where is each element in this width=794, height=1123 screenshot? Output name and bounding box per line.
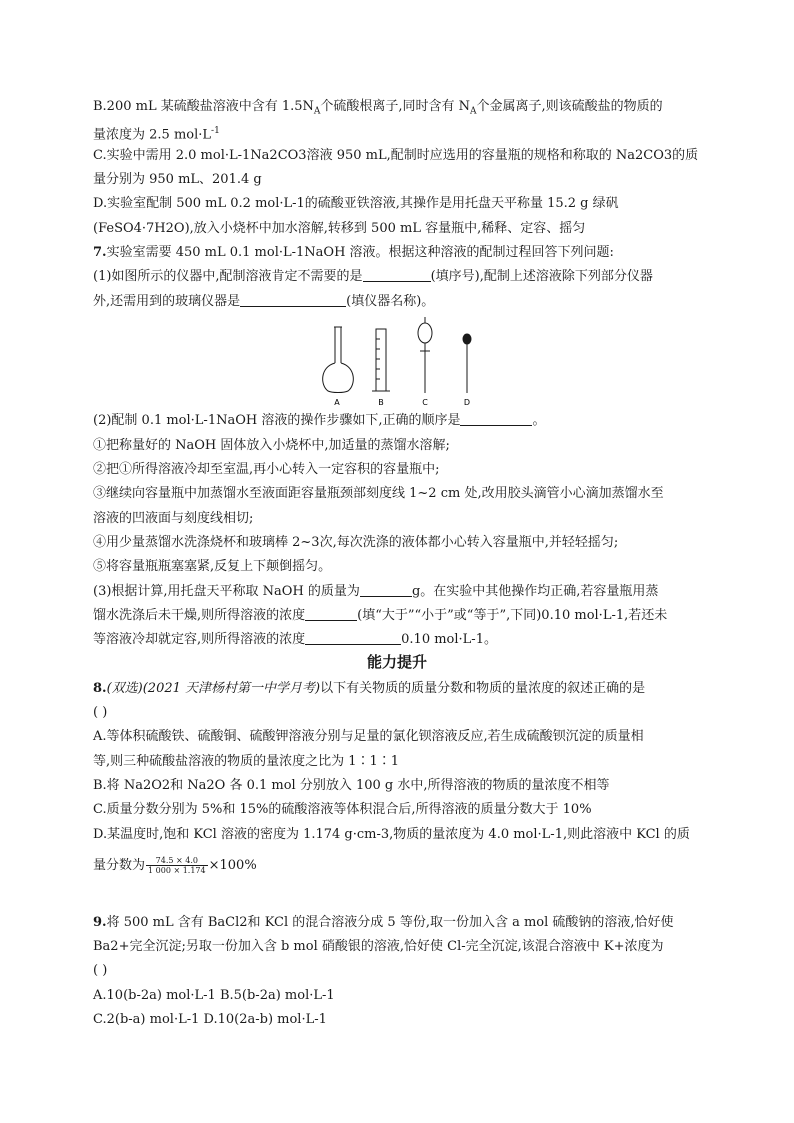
q9-options-cd: C.2(b-a) mol·L-1 D.10(2a-b) mol·L-1 [93,1012,327,1027]
step-3-line2: 溶液的凹液面与刻度线相切; [93,511,254,526]
denominator: 1 000 × 1.174 [148,866,206,875]
fraction [146,856,208,875]
text: 。 [532,413,546,428]
q9-stem-line1 [93,914,674,932]
q7-part2 [93,412,546,430]
text: 个金属离子,则该硫酸盐的物质的 [476,99,663,114]
q8-option-b: B.将 Na2O2和 Na2O 各 0.1 mol 分别放入 100 g 水中,所得溶液的物质的量浓度不相等 [93,778,610,793]
text: (填“大于”“小于”或“等于”,下同)0.10 mol·L-1,若还未 [357,608,668,623]
q7-part3-line3 [93,631,497,649]
answer-blank[interactable] [460,412,532,426]
subscript: A [470,106,477,117]
apparatus-figure [310,315,490,407]
label-c: C [422,398,428,407]
text: 个硫酸根离子,同时含有 N [320,99,471,114]
answer-blank[interactable] [360,583,412,597]
q6-option-b-line2 [93,122,220,144]
q7-part3-line1 [93,583,658,601]
q8-option-c: C.质量分数分别为 5%和 15%的硫酸溶液等体积混合后,所得溶液的质量分数大于 10% [93,802,592,817]
q6-option-b-line1 [93,98,663,121]
q6-option-c-line2: 量分别为 950 mL、201.4 g [93,172,262,187]
text: ×100% [208,858,257,873]
q8-option-a-line2: 等,则三种硫酸盐溶液的物质的量浓度之比为 1∶1∶1 [93,754,400,769]
text: 实验室需要 450 mL 0.1 mol·L-1NaOH 溶液。根据这种溶液的配制过程回答下列问题: [106,245,614,260]
q7-part3-line2 [93,607,667,625]
text: g。在实验中其他操作均正确,若容量瓶用蒸 [411,584,659,599]
q6-option-d-line2: (FeSO4·7H2O),放入小烧杯中加水溶解,转移到 500 mL 容量瓶中,稀释、定容、摇匀 [93,221,586,236]
volumetric-flask-icon [323,327,354,393]
answer-parentheses: ( ) [93,705,108,720]
step-4: ④用少量蒸馏水洗涤烧杯和玻璃棒 2~3次,每次洗涤的液体都小心转入容量瓶中,并轻轻摇匀; [93,535,619,550]
answer-blank[interactable] [305,631,401,645]
text: (3)根据计算,用托盘天平称取 NaOH 的质量为 [93,584,360,599]
question-number: 9. [93,915,107,930]
text: 将 500 mL 含有 BaCl2和 KCl 的混合溶液分成 5 等份,取一份加入含 a mol 硫酸钠的溶液,恰好使 [106,915,674,930]
superscript: -1 [211,126,220,136]
q6-option-c-line1: C.实验中需用 2.0 mol·L-1Na2CO3溶液 950 mL,配制时应选用的容量瓶的规格和称取的 Na2CO3的质 [93,148,699,163]
q8-option-d-line2 [93,856,257,875]
step-1: ①把称量好的 NaOH 固体放入小烧杯中,加适量的蒸馏水溶解; [93,438,450,453]
step-5: ⑤将容量瓶瓶塞塞紧,反复上下颠倒摇匀。 [93,559,332,574]
text: 馏水洗涤后未干燥,则所得溶液的浓度 [93,608,306,623]
step-2: ②把①所得溶液冷却至室温,再小心转入一定容积的容量瓶中; [93,462,440,477]
label-b: B [378,398,384,407]
q7-stem [93,244,614,262]
q7-part1-line1 [93,268,653,286]
label-d: D [463,398,471,407]
q9-stem-line2: Ba2+完全沉淀;另取一份加入含 b mol 硝酸银的溶液,恰好使 Cl-完全沉淀,该混合溶液中 K+浓度为 [93,939,664,954]
subscript: A [313,106,321,117]
dropper-icon [463,334,471,393]
numerator: 74.5 × 4.0 [146,856,208,866]
q6-option-d-line1: D.实验室配制 500 mL 0.2 mol·L-1的硫酸亚铁溶液,其操作是用托盘天平称量 15.2 g 绿矾 [93,196,619,211]
q8-option-d-line1: D.某温度时,饱和 KCl 溶液的密度为 1.174 g·cm-3,物质的量浓度为 4.0 mol·L-1,则此溶液中 KCl 的质 [93,827,690,842]
q9-options-ab: A.10(b-2a) mol·L-1 B.5(b-2a) mol·L-1 [93,988,335,1003]
answer-blank[interactable] [240,293,346,307]
question-tag: (双选) [106,681,143,696]
text: 外,还需用到的玻璃仪器是 [93,294,241,309]
question-number: 8. [93,681,107,696]
step-3-line1: ③继续向容量瓶中加蒸馏水至液面距容量瓶颈部刻度线 1~2 cm 处,改用胶头滴管小心滴加蒸馏水至 [93,486,664,501]
text: B.200 mL 某硫酸盐溶液中含有 1.5N [93,99,314,114]
q8-stem [93,680,645,698]
text: 0.10 mol·L-1。 [401,632,497,647]
text: 量浓度为 2.5 mol·L [93,127,212,143]
text: (填仪器名称)。 [346,294,435,309]
text: (1)如图所示的仪器中,配制溶液肯定不需要的是 [93,269,363,284]
q8-option-a-line1: A.等体积硫酸铁、硫酸铜、硫酸钾溶液分别与足量的氯化钡溶液反应,若生成硫酸钡沉淀的质量相 [93,729,644,744]
text: (2)配制 0.1 mol·L-1NaOH 溶液的操作步骤如下,正确的顺序是 [93,413,461,428]
text: 等溶液冷却就定容,则所得溶液的浓度 [93,632,306,647]
answer-parentheses: ( ) [93,963,108,978]
question-source: (2021 天津杨村第一中学月考) [142,681,321,696]
label-a: A [334,398,340,407]
text: 以下有关物质的质量分数和物质的量浓度的叙述正确的是 [320,681,646,696]
answer-blank[interactable] [363,268,431,282]
q7-part1-line2 [93,293,434,311]
answer-blank[interactable] [305,607,357,621]
question-number: 7. [93,245,107,260]
graduated-cylinder-icon [372,329,390,391]
section-title: 能力提升 [366,653,427,671]
text: (填序号),配制上述溶液除下列部分仪器 [430,269,653,284]
separatory-funnel-icon [418,317,432,393]
text: 量分数为 [93,858,146,873]
